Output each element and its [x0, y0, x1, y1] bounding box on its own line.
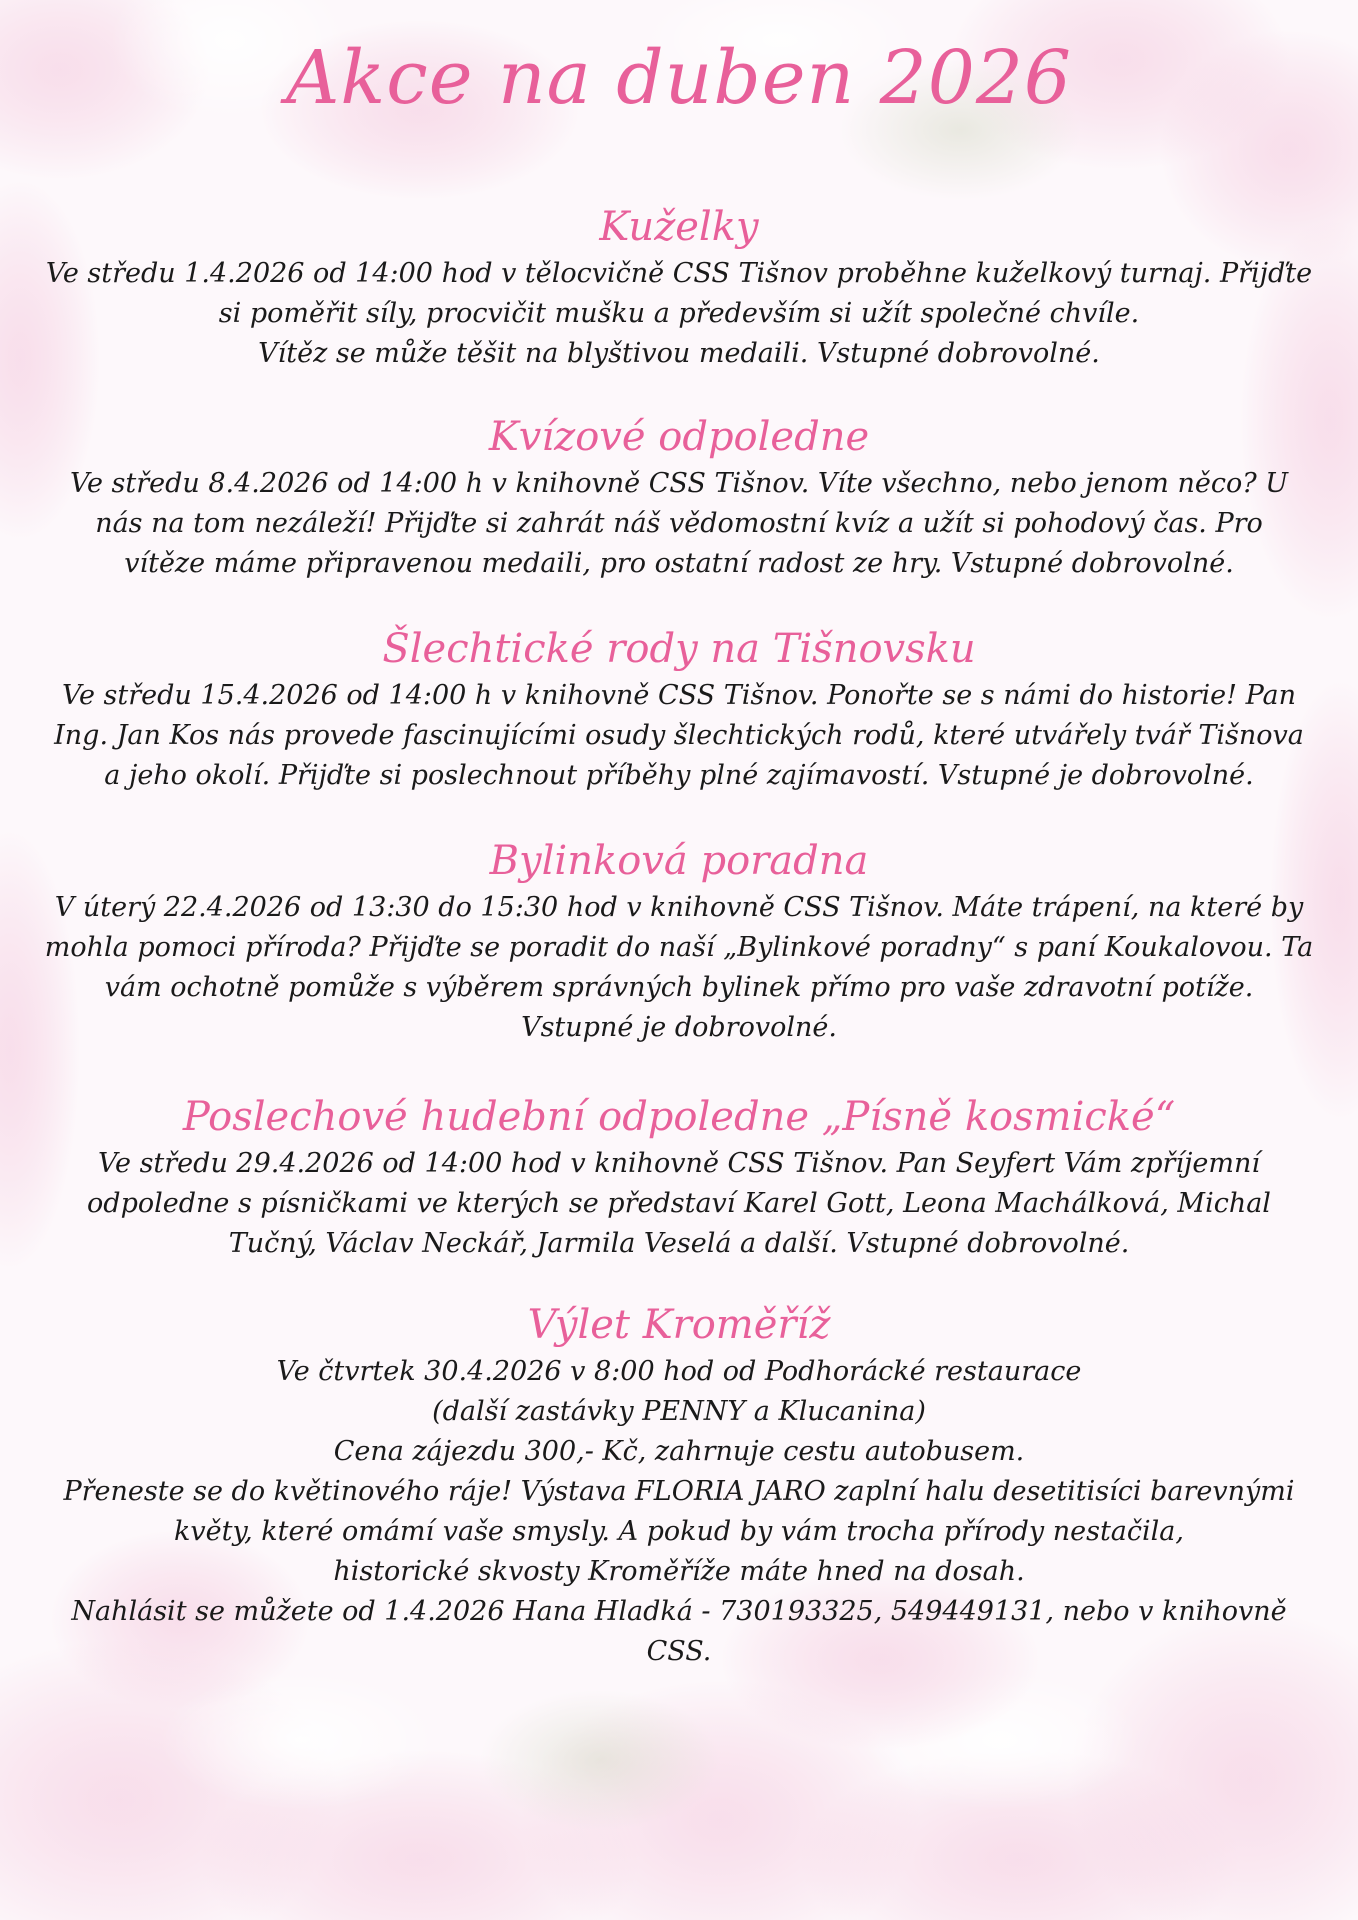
event-line: Vítěz se může těšit na blyštivou medaili. Vstupné dobrovolné.: [258, 338, 1100, 369]
event-line: Ing. Jan Kos nás provede fascinujícími osudy šlechtických rodů, které utvářely tvář Tišnova: [54, 720, 1304, 751]
event-line: Vstupné je dobrovolné.: [521, 1012, 837, 1043]
event-line: Tučný, Václav Neckář, Jarmila Veselá a další. Vstupné dobrovolné.: [228, 1228, 1130, 1259]
event-line: vám ochotně pomůže s výběrem správných bylinek přímo pro vaše zdravotní potíže.: [104, 972, 1254, 1003]
event-line: si poměřit síly, procvičit mušku a především si užít společné chvíle.: [218, 298, 1140, 329]
event-description: [30, 254, 1328, 374]
event-description: [30, 464, 1328, 584]
event-line: vítěze máme připravenou medaili, pro ostatní radost ze hry. Vstupné dobrovolné.: [124, 548, 1234, 579]
event-title: Šlechtické rody na Tišnovsku: [382, 626, 976, 672]
event-line: a jeho okolí. Přijďte si poslechnout příběhy plné zajímavostí. Vstupné je dobrovolné.: [104, 760, 1254, 791]
event-line: mohla pomoci příroda? Přijďte se poradit do naší „Bylinkové poradny“ s paní Koukalovou. Ta: [44, 932, 1314, 963]
event-line: Ve středu 1.4.2026 od 14:00 hod v tělocvičně CSS Tišnov proběhne kuželkový turnaj. Přijďte: [45, 258, 1313, 289]
event-line: historické skvosty Kroměříže máte hned na dosah.: [333, 1556, 1025, 1587]
event-title: Kvízové odpoledne: [488, 414, 870, 460]
event-kuzelky: [30, 200, 1328, 374]
event-line: odpoledne s písničkami ve kterých se představí Karel Gott, Leona Machálková, Michal: [87, 1188, 1271, 1219]
event-line: nás na tom nezáleží! Přijďte si zahrát náš vědomostní kvíz a užít si pohodový čas. Pro: [95, 508, 1263, 539]
event-slechticke-rody: [30, 622, 1328, 796]
event-line: Ve čtvrtek 30.4.2026 v 8:00 hod od Podhorácké restaurace: [276, 1356, 1082, 1387]
page-title: Akce na duben 2026: [285, 35, 1073, 121]
event-line: CSS.: [646, 1636, 712, 1667]
event-title: Poslechové hudební odpoledne „Písně kosmické“: [182, 1094, 1176, 1140]
event-kvizove-odpoledne: [30, 410, 1328, 584]
event-title: Kuželky: [599, 204, 759, 250]
event-line: Nahlásit se můžete od 1.4.2026 Hana Hladká - 730193325, 549449131, nebo v knihovně: [71, 1596, 1287, 1627]
event-title: Bylinková poradna: [489, 838, 869, 884]
event-line: V úterý 22.4.2026 od 13:30 do 15:30 hod v knihovně CSS Tišnov. Máte trápení, na které by: [54, 892, 1304, 923]
event-vylet-kromeriz: [30, 1298, 1328, 1672]
event-title: Výlet Kroměříž: [527, 1302, 831, 1348]
event-line: Ve středu 8.4.2026 od 14:00 h v knihovně CSS Tišnov. Víte všechno, nebo jenom něco? U: [69, 468, 1289, 499]
event-description: [30, 1352, 1328, 1672]
event-description: [30, 1144, 1328, 1264]
event-poslechove-odpoledne: [30, 1090, 1328, 1264]
event-line: Cena zájezdu 300,- Kč, zahrnuje cestu autobusem.: [333, 1436, 1025, 1467]
event-line: Ve středu 29.4.2026 od 14:00 hod v knihovně CSS Tišnov. Pan Seyfert Vám zpříjemní: [97, 1148, 1261, 1179]
event-line: Přeneste se do květinového ráje! Výstava FLORIA JARO zaplní halu desetitisíci barevnými: [63, 1476, 1295, 1507]
event-line: (další zastávky PENNY a Klucanina): [432, 1396, 926, 1427]
event-bylinkova-poradna: [30, 834, 1328, 1048]
event-line: Ve středu 15.4.2026 od 14:00 h v knihovně CSS Tišnov. Ponořte se s námi do historie! Pan: [61, 680, 1297, 711]
event-description: [30, 888, 1328, 1048]
event-line: květy, které omámí vaše smysly. A pokud by vám trocha přírody nestačila,: [174, 1516, 1184, 1547]
event-description: [30, 676, 1328, 796]
